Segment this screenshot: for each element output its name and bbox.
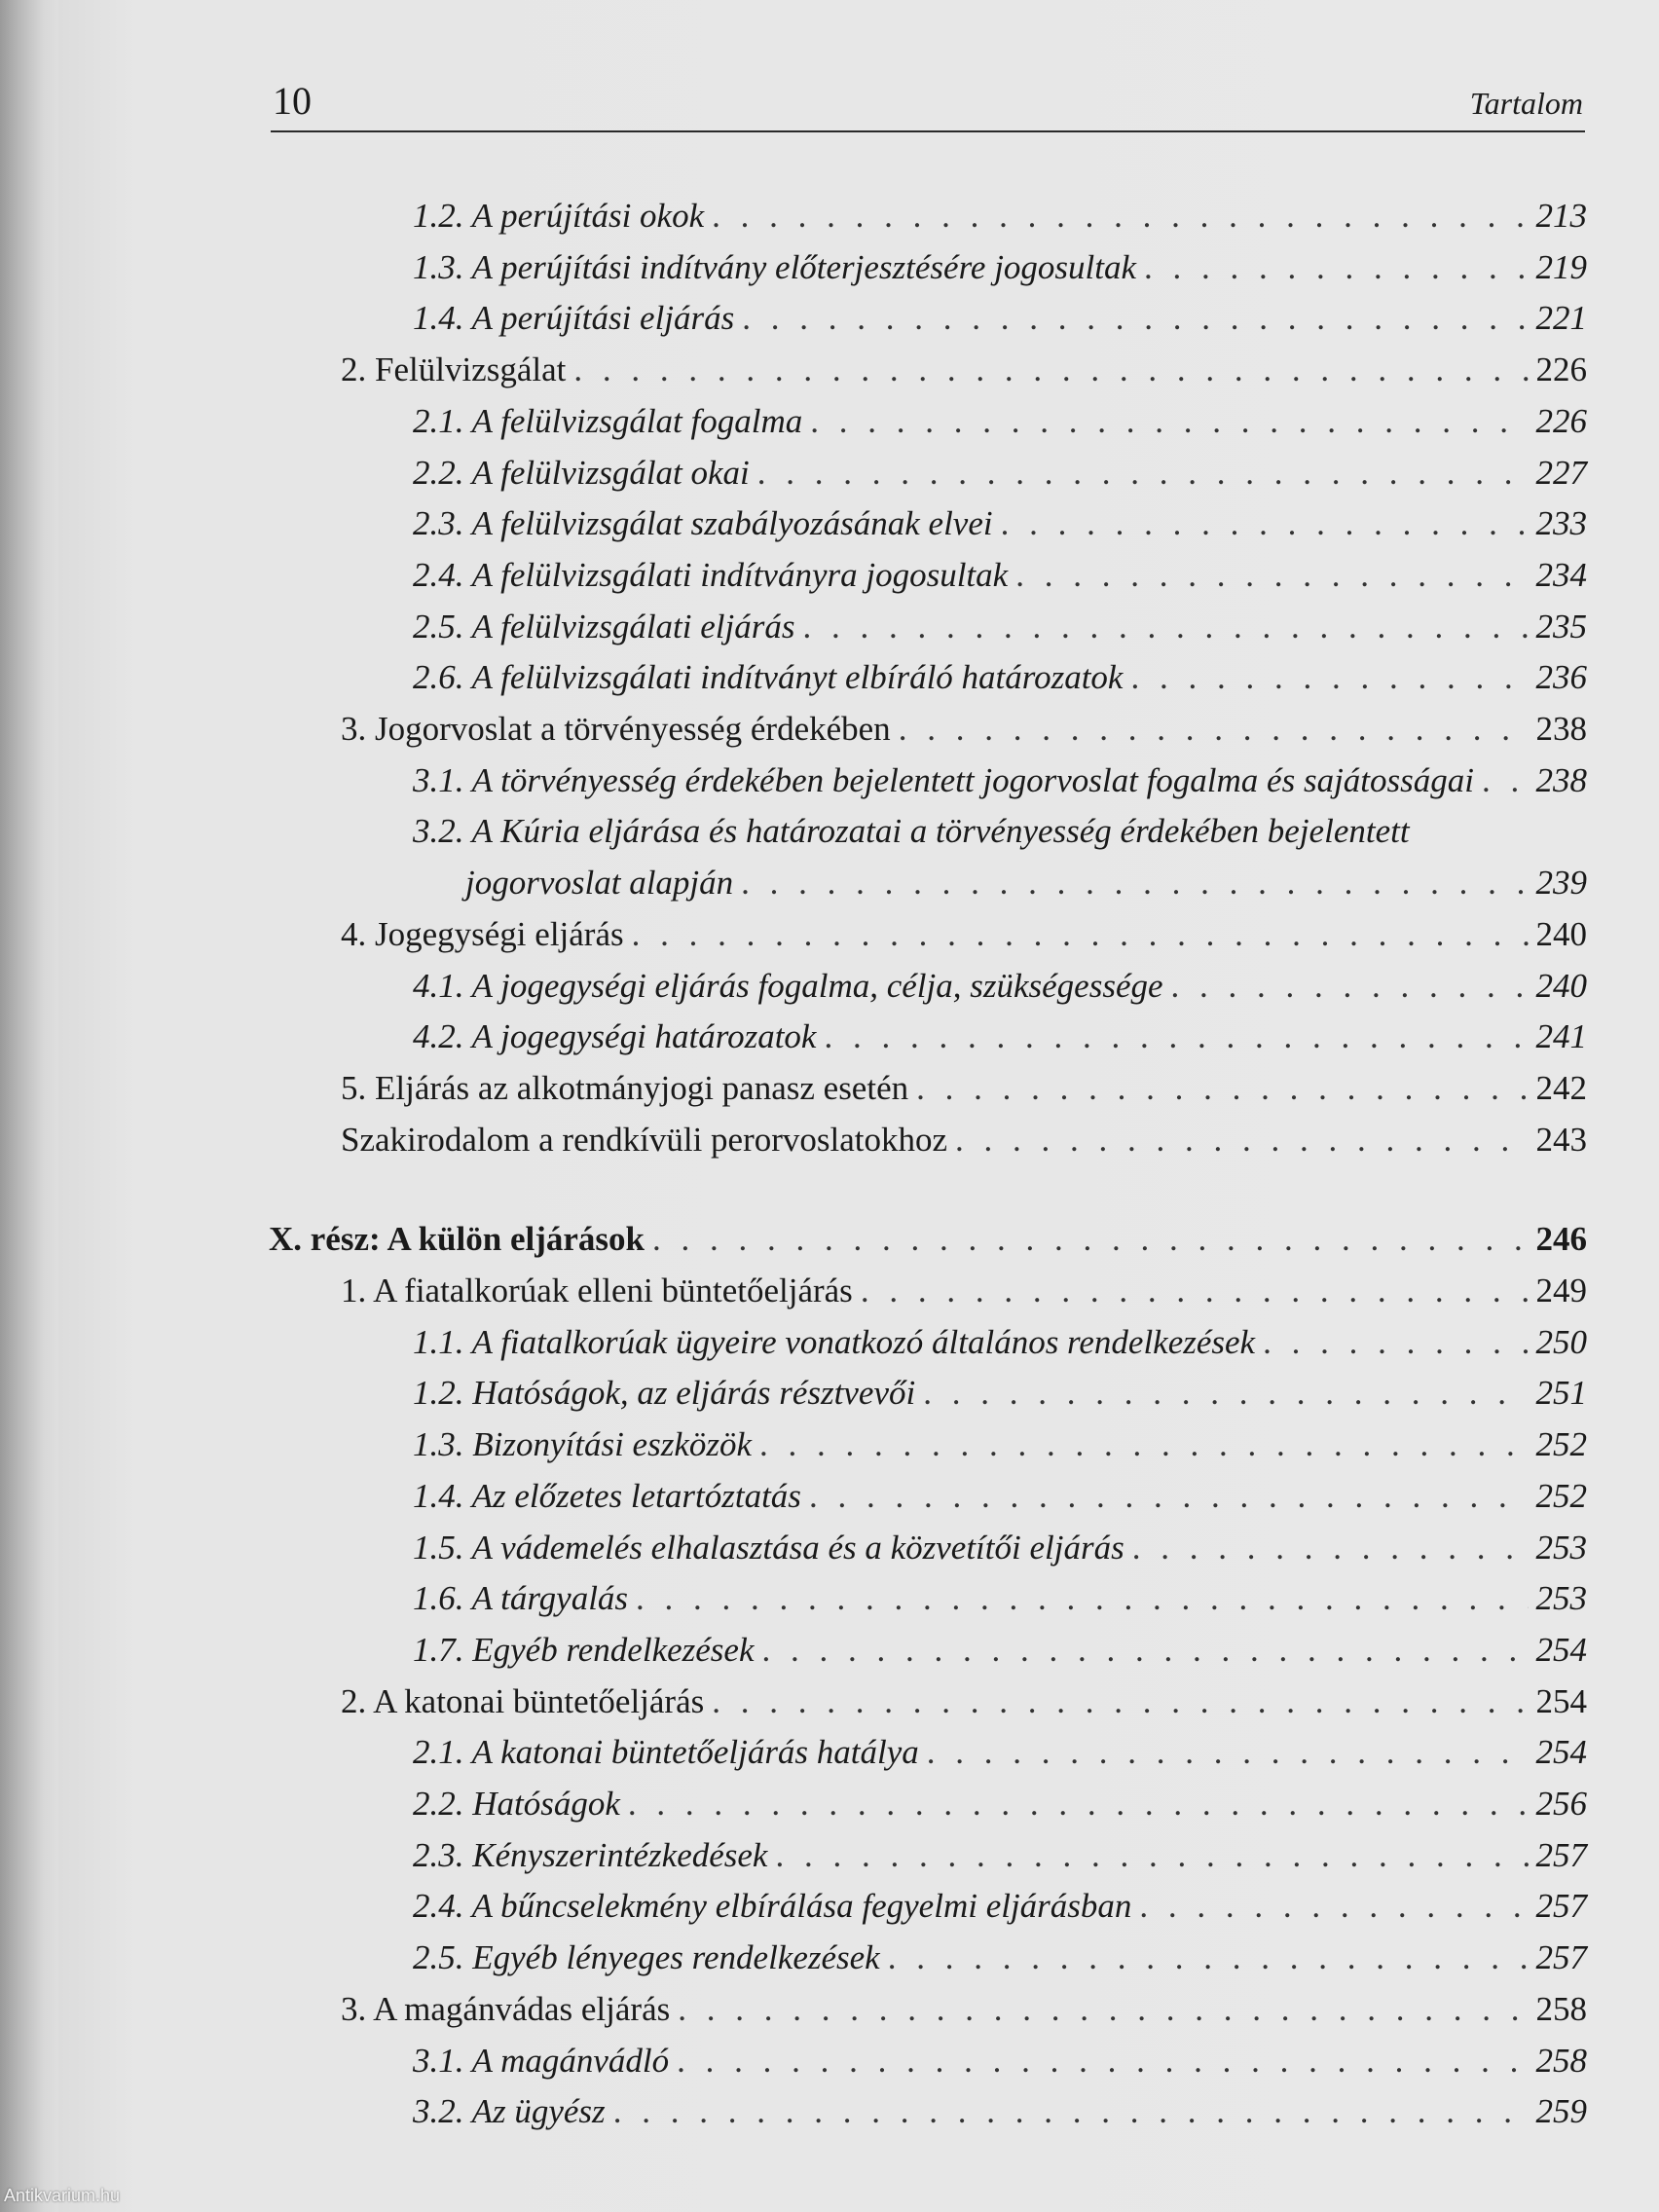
toc-entry-title: 1.4. A perújítási eljárás [413,299,735,338]
toc-page-number: 251 [1535,1374,1587,1413]
toc-page-number: 246 [1535,1220,1587,1259]
toc-entry[interactable] [413,1575,1587,1622]
toc-entry-title: 4. Jogegységi eljárás [341,914,624,953]
toc-entry-title: 2.4. A felülvizsgálati indítványra jogosultak [413,555,1009,594]
dot-leader [1132,1525,1529,1571]
dot-leader [1130,654,1528,701]
toc-entry-title: 1.6. A tárgyalás [413,1579,629,1618]
dot-leader [759,1421,1528,1468]
dot-leader [677,2038,1528,2084]
toc-entry[interactable] [413,552,1587,599]
toc-page-number: 238 [1535,760,1587,799]
dot-leader [824,1014,1528,1060]
toc-page-number: 254 [1535,1630,1587,1669]
toc-page-number: 252 [1535,1476,1587,1515]
dot-leader [1482,757,1529,804]
toc-entry-title: 2.5. A felülvizsgálati eljárás [413,607,795,645]
toc-entry[interactable] [413,1319,1587,1366]
toc-entry[interactable] [341,1986,1587,2033]
toc-entry[interactable] [413,500,1587,547]
dot-leader [916,1065,1528,1112]
toc-entry-title: 3.2. A Kúria eljárása és határozatai a törvényesség érdekében bejelentett [413,812,1410,851]
toc-entry[interactable] [341,1678,1587,1725]
toc-entry-title: Szakirodalom a rendkívüli perorvoslatokhoz [341,1120,948,1159]
toc-entry[interactable] [413,1729,1587,1776]
toc-entry[interactable] [413,1525,1587,1571]
toc-page-number: 238 [1535,710,1587,748]
toc-entry[interactable] [413,654,1587,701]
toc-page-number: 250 [1535,1322,1587,1361]
dot-leader [1015,552,1528,599]
dot-leader [741,860,1528,906]
toc-entry[interactable] [413,1935,1587,1981]
dot-leader [573,347,1528,393]
toc-entry-title: 5. Eljárás az alkotmányjogi panasz esetén [341,1068,909,1107]
toc-entry-title: 2.4. A bűncselekmény elbírálása fegyelmi eljárásban [413,1887,1132,1926]
toc-entry[interactable] [413,808,1587,855]
dot-leader [861,1268,1529,1314]
dot-leader [802,604,1528,650]
dot-leader [712,193,1528,240]
toc-entry-title: 1.2. Hatóságok, az eljárás résztvevői [413,1374,916,1413]
toc-entry[interactable] [341,911,1587,958]
dot-leader [809,1473,1529,1520]
toc-page-number: 254 [1535,1733,1587,1772]
toc-entry-title: 1.1. A fiatalkorúak ügyeire vonatkozó általános rendelkezések [413,1322,1256,1361]
toc-page-number: 226 [1535,401,1587,440]
toc-page-number: 257 [1535,1835,1587,1874]
toc-entry-title: 3.2. Az ügyész [413,2092,606,2131]
dot-leader [632,911,1529,958]
toc-entry-title: 1.3. Bizonyítási eszközök [413,1425,753,1464]
toc-entry[interactable] [413,2088,1587,2135]
dot-leader [1263,1319,1528,1366]
toc-entry-title: 2. Felülvizsgálat [341,350,567,389]
toc-entry[interactable] [341,1268,1587,1314]
toc-entry-title: 1.7. Egyéb rendelkezések [413,1630,755,1669]
toc-entry[interactable] [341,1065,1587,1112]
toc-entry[interactable] [413,1883,1587,1930]
page-header [271,72,1585,132]
toc-entry[interactable] [413,1370,1587,1417]
dot-leader [652,1216,1529,1263]
dot-leader [775,1832,1528,1879]
toc-entry-title: 4.1. A jogegységi eljárás fogalma, célja, szükségessége [413,966,1163,1005]
dot-leader [628,1781,1529,1827]
toc-page-number: 243 [1535,1120,1587,1159]
toc-entry-title: X. rész: A külön eljárások [269,1220,645,1259]
watermark: Antikvarium.hu [4,2186,121,2205]
toc-page-number: 256 [1535,1785,1587,1823]
page-number: 10 [273,79,312,123]
toc-entry[interactable] [413,1832,1587,1879]
dot-leader [636,1575,1528,1622]
toc-entry-title: 1.2. A perújítási okok [413,197,705,235]
toc-entry[interactable] [413,1421,1587,1468]
toc-entry-title: 2.1. A katonai büntetőeljárás hatálya [413,1733,919,1772]
dot-leader [678,1986,1528,2033]
toc-page-number: 240 [1535,966,1587,1005]
toc-entry-title: 1.3. A perújítási indítvány előterjesztésére jogosultak [413,247,1137,286]
toc-entry-title: 3.1. A törvényesség érdekében bejelentett jogorvoslat fogalma és sajátosságai [413,760,1474,799]
toc-page-number: 239 [1535,864,1587,903]
toc-page-number: 213 [1535,197,1587,235]
toc-entry[interactable] [413,244,1587,291]
toc-page-number: 253 [1535,1528,1587,1567]
toc-entry[interactable] [413,757,1587,804]
dot-leader [955,1117,1528,1163]
dot-leader [1171,963,1529,1010]
toc-part-heading[interactable] [269,1216,1587,1263]
dot-leader [712,1678,1528,1725]
toc-page-number: 235 [1535,607,1587,645]
toc-entry[interactable] [413,1014,1587,1060]
toc-entry-title: 2.1. A felülvizsgálat fogalma [413,401,803,440]
toc-page-number: 241 [1535,1017,1587,1056]
toc-entry[interactable] [341,347,1587,393]
toc-entry-title: 2.6. A felülvizsgálati indítványt elbíráló határozatok [413,658,1124,697]
toc-entry-title: 2.3. A felülvizsgálat szabályozásának elvei [413,504,993,543]
toc-entry[interactable] [413,604,1587,650]
toc-page-number: 257 [1535,1938,1587,1977]
toc-entry-title: 1.4. Az előzetes letartóztatás [413,1476,801,1515]
toc-entry[interactable] [413,450,1587,497]
toc-page-number: 242 [1535,1068,1587,1107]
toc-page-number: 258 [1535,1989,1587,2028]
toc-page-number: 227 [1535,453,1587,492]
toc-page-number: 257 [1535,1887,1587,1926]
toc-entry[interactable] [413,1473,1587,1520]
toc-entry[interactable] [413,295,1587,342]
toc-entry-continuation[interactable] [465,860,1587,906]
toc-entry-title: 1.5. A vádemelés elhalasztása és a közvetítői eljárás [413,1528,1124,1567]
toc-entry[interactable] [341,1117,1587,1163]
dot-leader [1144,244,1528,291]
toc-page-number: 259 [1535,2092,1587,2131]
toc-entry[interactable] [413,1627,1587,1674]
toc-page-number: 252 [1535,1425,1587,1464]
toc-entry-title: 1. A fiatalkorúak elleni büntetőeljárás [341,1272,853,1309]
toc-entry-title: 2.3. Kényszerintézkedések [413,1835,768,1874]
dot-leader [923,1370,1528,1417]
dot-leader [927,1729,1529,1776]
toc-entry-title: 3. A magánvádas eljárás [341,1989,671,2028]
toc-page-number: 258 [1535,2041,1587,2080]
toc-page-number: 249 [1535,1272,1587,1309]
running-title: Tartalom [1469,86,1583,121]
toc-entry-title: 2.2. Hatóságok [413,1785,620,1823]
toc-entry[interactable] [341,706,1587,753]
toc-page-number: 236 [1535,658,1587,697]
dot-leader [613,2088,1529,2135]
dot-leader [810,398,1528,445]
toc-page-number: 234 [1535,555,1587,594]
dot-leader [899,706,1529,753]
toc-page-number: 254 [1535,1681,1587,1720]
toc-entry-title: 4.2. A jogegységi határozatok [413,1017,817,1056]
toc-entry-title: 3.1. A magánvádló [413,2041,670,2080]
toc-entry-title: 2. A katonai büntetőeljárás [341,1681,705,1720]
toc-entry[interactable] [413,1781,1587,1827]
dot-leader [742,295,1528,342]
toc-entry[interactable] [413,193,1587,240]
toc-page-number: 221 [1535,299,1587,338]
dot-leader [888,1935,1529,1981]
toc-page-number: 219 [1535,247,1587,286]
toc-entry[interactable] [413,2038,1587,2084]
toc-entry-title: 2.2. A felülvizsgálat okai [413,453,750,492]
toc-entry-title: 2.5. Egyéb lényeges rendelkezések [413,1938,880,1977]
toc-entry-title-continuation: jogorvoslat alapján [465,864,734,903]
dot-leader [757,450,1529,497]
dot-leader [1139,1883,1528,1930]
toc-entry-title: 3. Jogorvoslat a törvényesség érdekében [341,710,891,748]
toc-page-number: 226 [1535,350,1587,389]
dot-leader [761,1627,1528,1674]
toc-entry[interactable] [413,963,1587,1010]
toc-page-number: 240 [1535,914,1587,953]
dot-leader [1001,500,1529,547]
toc-page-number: 233 [1535,504,1587,543]
toc-entry[interactable] [413,398,1587,445]
toc-page-number: 253 [1535,1579,1587,1618]
